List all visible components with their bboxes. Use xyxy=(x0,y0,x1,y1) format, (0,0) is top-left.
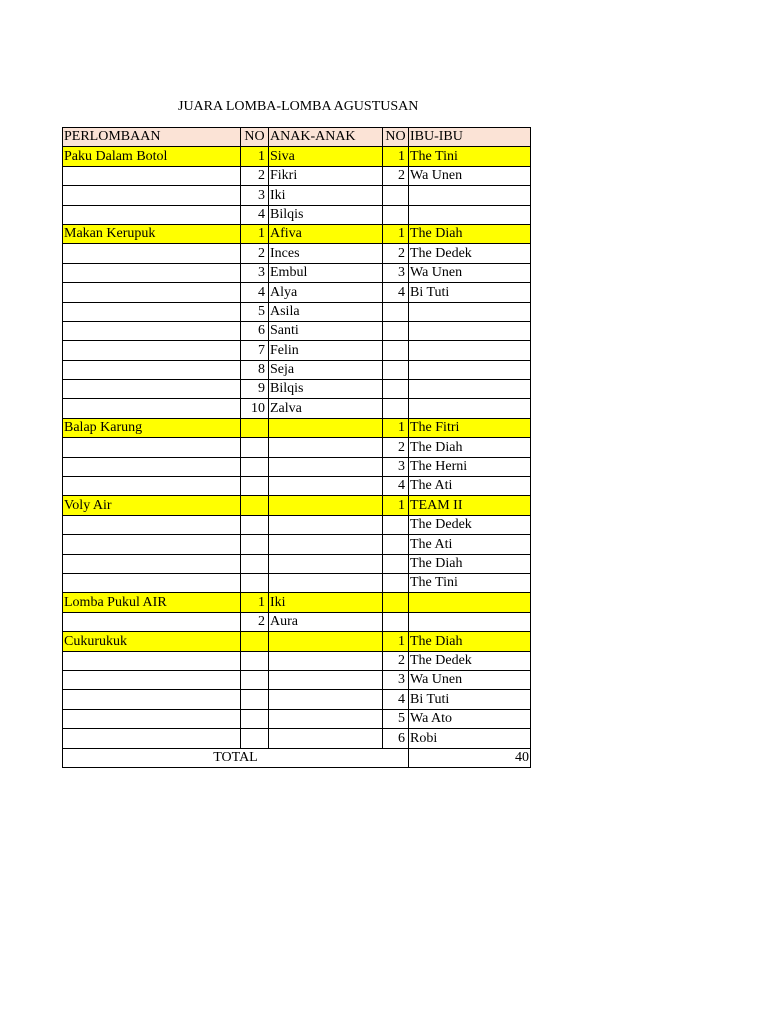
header-no-children[interactable]: NO xyxy=(241,128,269,147)
cell-no-mothers[interactable] xyxy=(383,593,409,612)
cell-no-mothers[interactable] xyxy=(383,321,409,340)
cell-event[interactable] xyxy=(63,302,241,321)
table-row xyxy=(63,244,531,263)
cell-mother-name[interactable] xyxy=(409,360,531,379)
table-row xyxy=(63,535,531,554)
cell-event[interactable] xyxy=(63,186,241,205)
cell-mother-name[interactable]: The Diah xyxy=(409,224,531,243)
cell-no-children[interactable] xyxy=(241,477,269,496)
cell-no-children[interactable]: 8 xyxy=(241,360,269,379)
cell-event[interactable] xyxy=(63,651,241,670)
table-header-row xyxy=(63,128,531,147)
cell-mother-name[interactable]: Robi xyxy=(409,729,531,748)
cell-child-name[interactable] xyxy=(269,477,383,496)
table-row xyxy=(63,166,531,185)
cell-child-name[interactable]: Aura xyxy=(269,612,383,631)
cell-no-mothers[interactable]: 2 xyxy=(383,244,409,263)
table-row xyxy=(63,496,531,515)
cell-child-name[interactable]: Bilqis xyxy=(269,380,383,399)
cell-mother-name[interactable]: The Dedek xyxy=(409,244,531,263)
cell-event[interactable] xyxy=(63,283,241,302)
table-row xyxy=(63,418,531,437)
table-row xyxy=(63,263,531,282)
cell-child-name[interactable] xyxy=(269,554,383,573)
cell-child-name[interactable]: Zalva xyxy=(269,399,383,418)
cell-no-mothers[interactable]: 2 xyxy=(383,438,409,457)
cell-no-mothers[interactable]: 5 xyxy=(383,709,409,728)
cell-child-name[interactable]: Iki xyxy=(269,593,383,612)
cell-child-name[interactable]: Asila xyxy=(269,302,383,321)
cell-no-children[interactable] xyxy=(241,554,269,573)
cell-no-children[interactable]: 2 xyxy=(241,166,269,185)
cell-mother-name[interactable] xyxy=(409,612,531,631)
cell-no-mothers[interactable] xyxy=(383,380,409,399)
cell-event[interactable] xyxy=(63,399,241,418)
cell-child-name[interactable]: Alya xyxy=(269,283,383,302)
cell-no-children[interactable]: 1 xyxy=(241,147,269,166)
table-row xyxy=(63,670,531,689)
cell-event[interactable] xyxy=(63,438,241,457)
cell-no-mothers[interactable]: 4 xyxy=(383,477,409,496)
cell-no-children[interactable] xyxy=(241,573,269,592)
cell-no-children[interactable]: 3 xyxy=(241,186,269,205)
cell-no-mothers[interactable] xyxy=(383,612,409,631)
cell-no-children[interactable]: 7 xyxy=(241,341,269,360)
cell-no-children[interactable]: 2 xyxy=(241,612,269,631)
cell-event[interactable] xyxy=(63,535,241,554)
total-row xyxy=(63,748,531,767)
cell-mother-name[interactable]: The Tini xyxy=(409,147,531,166)
cell-mother-name[interactable]: The Diah xyxy=(409,554,531,573)
cell-child-name[interactable] xyxy=(269,690,383,709)
cell-no-children[interactable] xyxy=(241,515,269,534)
cell-child-name[interactable] xyxy=(269,670,383,689)
table-row xyxy=(63,302,531,321)
cell-child-name[interactable]: Santi xyxy=(269,321,383,340)
cell-mother-name[interactable] xyxy=(409,380,531,399)
cell-no-children[interactable]: 4 xyxy=(241,205,269,224)
cell-event[interactable]: Makan Kerupuk xyxy=(63,224,241,243)
cell-mother-name[interactable]: The Herni xyxy=(409,457,531,476)
table-row xyxy=(63,632,531,651)
table-row xyxy=(63,612,531,631)
total-value[interactable]: 40 xyxy=(409,748,531,767)
header-no-mothers[interactable]: NO xyxy=(383,128,409,147)
cell-mother-name[interactable] xyxy=(409,341,531,360)
cell-no-mothers[interactable]: 1 xyxy=(383,632,409,651)
cell-child-name[interactable]: Iki xyxy=(269,186,383,205)
cell-no-children[interactable]: 3 xyxy=(241,263,269,282)
cell-no-children[interactable] xyxy=(241,709,269,728)
cell-event[interactable] xyxy=(63,360,241,379)
cell-mother-name[interactable] xyxy=(409,399,531,418)
cell-no-mothers[interactable]: 1 xyxy=(383,224,409,243)
cell-mother-name[interactable]: The Diah xyxy=(409,632,531,651)
table-body xyxy=(63,147,531,748)
cell-child-name[interactable]: Siva xyxy=(269,147,383,166)
cell-no-mothers[interactable] xyxy=(383,186,409,205)
table-row xyxy=(63,341,531,360)
cell-no-mothers[interactable]: 1 xyxy=(383,496,409,515)
cell-no-children[interactable]: 5 xyxy=(241,302,269,321)
cell-event[interactable] xyxy=(63,205,241,224)
cell-child-name[interactable]: Bilqis xyxy=(269,205,383,224)
table-row xyxy=(63,515,531,534)
cell-no-mothers[interactable]: 4 xyxy=(383,283,409,302)
cell-mother-name[interactable]: The Fitri xyxy=(409,418,531,437)
table-row xyxy=(63,224,531,243)
table-row xyxy=(63,380,531,399)
cell-event[interactable] xyxy=(63,341,241,360)
table-row xyxy=(63,477,531,496)
cell-mother-name[interactable]: The Ati xyxy=(409,535,531,554)
table-row xyxy=(63,438,531,457)
cell-mother-name[interactable]: The Dedek xyxy=(409,515,531,534)
cell-mother-name[interactable]: The Dedek xyxy=(409,651,531,670)
cell-child-name[interactable] xyxy=(269,651,383,670)
cell-child-name[interactable] xyxy=(269,573,383,592)
cell-mother-name[interactable]: Bi Tuti xyxy=(409,690,531,709)
cell-no-mothers[interactable]: 3 xyxy=(383,670,409,689)
cell-event[interactable] xyxy=(63,515,241,534)
cell-mother-name[interactable]: Wa Unen xyxy=(409,263,531,282)
cell-no-mothers[interactable] xyxy=(383,515,409,534)
cell-mother-name[interactable] xyxy=(409,186,531,205)
cell-no-children[interactable] xyxy=(241,496,269,515)
cell-mother-name[interactable]: The Diah xyxy=(409,438,531,457)
cell-no-mothers[interactable]: 3 xyxy=(383,457,409,476)
header-ibu-ibu[interactable]: IBU-IBU xyxy=(409,128,531,147)
table-row xyxy=(63,360,531,379)
table-row xyxy=(63,321,531,340)
cell-mother-name[interactable]: Wa Unen xyxy=(409,166,531,185)
cell-mother-name[interactable] xyxy=(409,593,531,612)
cell-no-mothers[interactable] xyxy=(383,341,409,360)
cell-no-mothers[interactable]: 6 xyxy=(383,729,409,748)
cell-child-name[interactable]: Seja xyxy=(269,360,383,379)
cell-no-mothers[interactable] xyxy=(383,399,409,418)
cell-no-children[interactable] xyxy=(241,670,269,689)
cell-child-name[interactable] xyxy=(269,438,383,457)
cell-no-mothers[interactable] xyxy=(383,205,409,224)
table-row xyxy=(63,554,531,573)
cell-event[interactable] xyxy=(63,612,241,631)
cell-no-children[interactable] xyxy=(241,632,269,651)
cell-child-name[interactable]: Embul xyxy=(269,263,383,282)
cell-no-mothers[interactable]: 2 xyxy=(383,166,409,185)
cell-child-name[interactable] xyxy=(269,457,383,476)
cell-event[interactable]: Cukurukuk xyxy=(63,632,241,651)
cell-child-name[interactable]: Felin xyxy=(269,341,383,360)
table-row xyxy=(63,651,531,670)
cell-no-children[interactable] xyxy=(241,457,269,476)
cell-mother-name[interactable]: Bi Tuti xyxy=(409,283,531,302)
cell-event[interactable]: Balap Karung xyxy=(63,418,241,437)
table-row xyxy=(63,283,531,302)
table-row xyxy=(63,690,531,709)
cell-mother-name[interactable]: Wa Ato xyxy=(409,709,531,728)
cell-no-children[interactable] xyxy=(241,690,269,709)
cell-no-children[interactable]: 2 xyxy=(241,244,269,263)
cell-child-name[interactable] xyxy=(269,709,383,728)
cell-event[interactable] xyxy=(63,709,241,728)
cell-mother-name[interactable] xyxy=(409,205,531,224)
cell-child-name[interactable]: Inces xyxy=(269,244,383,263)
table-row xyxy=(63,709,531,728)
total-label[interactable]: TOTAL xyxy=(63,748,409,767)
cell-mother-name[interactable]: The Ati xyxy=(409,477,531,496)
cell-child-name[interactable] xyxy=(269,632,383,651)
sheet-title: JUARA LOMBA-LOMBA AGUSTUSAN xyxy=(178,99,419,114)
table-row xyxy=(63,573,531,592)
cell-no-children[interactable] xyxy=(241,535,269,554)
table-row xyxy=(63,729,531,748)
cell-event[interactable]: Paku Dalam Botol xyxy=(63,147,241,166)
cell-mother-name[interactable] xyxy=(409,302,531,321)
cell-event[interactable] xyxy=(63,457,241,476)
cell-event[interactable]: Lomba Pukul AIR xyxy=(63,593,241,612)
cell-event[interactable] xyxy=(63,690,241,709)
cell-no-children[interactable]: 1 xyxy=(241,224,269,243)
cell-event[interactable] xyxy=(63,166,241,185)
header-anak-anak[interactable]: ANAK-ANAK xyxy=(269,128,383,147)
table-row xyxy=(63,186,531,205)
table-row xyxy=(63,147,531,166)
cell-child-name[interactable] xyxy=(269,515,383,534)
cell-child-name[interactable]: Fikri xyxy=(269,166,383,185)
cell-event[interactable] xyxy=(63,670,241,689)
cell-child-name[interactable] xyxy=(269,729,383,748)
cell-no-mothers[interactable] xyxy=(383,573,409,592)
cell-event[interactable] xyxy=(63,380,241,399)
cell-event[interactable] xyxy=(63,477,241,496)
cell-no-children[interactable] xyxy=(241,651,269,670)
cell-no-children[interactable]: 10 xyxy=(241,399,269,418)
table-row xyxy=(63,205,531,224)
table-row xyxy=(63,399,531,418)
cell-no-mothers[interactable] xyxy=(383,554,409,573)
cell-no-mothers[interactable]: 3 xyxy=(383,263,409,282)
cell-no-mothers[interactable]: 4 xyxy=(383,690,409,709)
cell-no-mothers[interactable] xyxy=(383,535,409,554)
results-table xyxy=(62,127,531,768)
cell-child-name[interactable] xyxy=(269,418,383,437)
cell-event[interactable] xyxy=(63,321,241,340)
cell-mother-name[interactable]: Wa Unen xyxy=(409,670,531,689)
cell-no-children[interactable]: 1 xyxy=(241,593,269,612)
cell-no-mothers[interactable] xyxy=(383,360,409,379)
header-perlombaan[interactable]: PERLOMBAAN xyxy=(63,128,241,147)
cell-event[interactable] xyxy=(63,554,241,573)
cell-event[interactable] xyxy=(63,263,241,282)
cell-event[interactable] xyxy=(63,244,241,263)
cell-mother-name[interactable]: TEAM II xyxy=(409,496,531,515)
cell-no-mothers[interactable]: 1 xyxy=(383,418,409,437)
cell-no-mothers[interactable]: 2 xyxy=(383,651,409,670)
cell-no-children[interactable] xyxy=(241,438,269,457)
cell-no-mothers[interactable] xyxy=(383,302,409,321)
cell-no-children[interactable] xyxy=(241,729,269,748)
cell-no-children[interactable]: 6 xyxy=(241,321,269,340)
table-row xyxy=(63,593,531,612)
cell-event[interactable] xyxy=(63,573,241,592)
cell-child-name[interactable] xyxy=(269,535,383,554)
cell-mother-name[interactable] xyxy=(409,321,531,340)
cell-no-children[interactable]: 4 xyxy=(241,283,269,302)
cell-mother-name[interactable]: The Tini xyxy=(409,573,531,592)
cell-no-mothers[interactable]: 1 xyxy=(383,147,409,166)
table-row xyxy=(63,457,531,476)
cell-event[interactable] xyxy=(63,729,241,748)
cell-child-name[interactable] xyxy=(269,496,383,515)
cell-no-children[interactable] xyxy=(241,418,269,437)
cell-child-name[interactable]: Afiva xyxy=(269,224,383,243)
cell-no-children[interactable]: 9 xyxy=(241,380,269,399)
cell-event[interactable]: Voly Air xyxy=(63,496,241,515)
